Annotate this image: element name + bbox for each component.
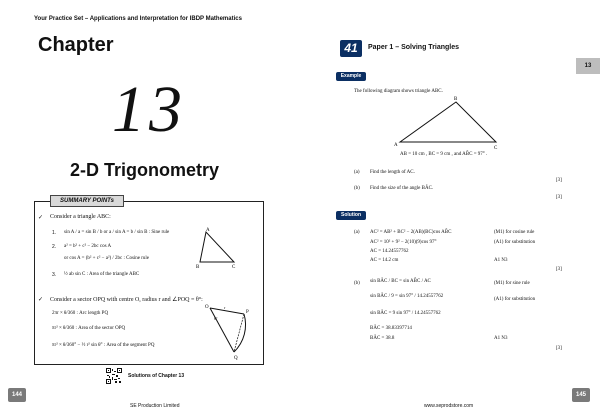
sector-area-rule: πr² × θ/360 : Area of the sector OPQ <box>52 326 126 331</box>
chapter-side-tab: 13 <box>576 58 600 74</box>
solution-line: AC = 14.2 cm <box>370 258 399 263</box>
solution-line: AC = 14.24557762 <box>370 249 409 254</box>
solution-line: sin BÂC / 9 = sin 97° / 14.24557762 <box>370 294 444 299</box>
triangle-diagram <box>188 226 244 270</box>
check-icon: ✓ <box>38 215 44 221</box>
given-values: AB = 10 cm , BC = 9 cm , and AB̂C = 97° . <box>400 152 488 157</box>
sector-label: r <box>224 305 226 310</box>
mark-note: (A1) for substitution <box>494 297 536 302</box>
page-number-right: 145 <box>572 388 590 402</box>
sector-diagram <box>200 300 254 360</box>
qr-code[interactable] <box>106 368 122 384</box>
section-title: Paper 1 – Solving Triangles <box>368 44 460 51</box>
footer-right: www.seprodstore.com <box>424 403 474 409</box>
solution-part-label: (a) <box>354 230 360 235</box>
summary-item-number: 3. <box>52 272 57 278</box>
footer-left: SE Production Limited <box>130 403 180 409</box>
question-part-text: Find the length of AC. <box>370 170 415 175</box>
solution-part-label: (b) <box>354 281 360 286</box>
qr-label: Solutions of Chapter 13 <box>128 373 185 379</box>
chapter-label: Chapter <box>38 34 114 56</box>
vertex-label: B <box>454 97 458 102</box>
vertex-label: C <box>494 146 498 150</box>
solution-line: BÂC = 38.83397714 <box>370 326 412 331</box>
mark-note: (M1) for cosine rule <box>494 230 535 235</box>
vertex-label: A <box>206 228 210 233</box>
question-part-label: (b) <box>354 186 360 191</box>
vertex-label: B <box>196 265 200 270</box>
sector-label: P <box>246 310 249 315</box>
cosine-rule-formula: a² = b² + c² − 2bc cos A <box>64 244 112 249</box>
solution-line: sin BÂC = 9 sin 97° / 14.24557762 <box>370 311 441 316</box>
example-intro: The following diagram shows triangle ABC. <box>354 89 443 94</box>
sector-label: θ° <box>214 316 218 321</box>
solution-tag: Solution <box>336 211 366 220</box>
sector-label: O <box>205 305 209 310</box>
section-number: 41 <box>340 40 362 57</box>
summary-item-number: 1. <box>52 230 57 236</box>
question-part-label: (a) <box>354 170 360 175</box>
summary-intro-triangle: Consider a triangle ABC: <box>50 214 111 220</box>
example-triangle-diagram <box>390 94 500 150</box>
cosine-rule: or cos A = (b² + c² − a²) / 2bc : Cosine rule <box>64 256 150 261</box>
arc-length-rule: 2πr × θ/360 : Arc length PQ <box>52 311 109 316</box>
sine-rule: sin A / a = sin B / b or a / sin A = b / sin B : Sine rule <box>64 230 170 235</box>
question-marks: [3] <box>556 195 562 200</box>
vertex-label: C <box>232 265 236 270</box>
vertex-label: A <box>394 143 398 148</box>
sector-label: Q <box>234 356 238 360</box>
segment-area-rule: πr² × θ/360° − ½ r² sin θ° : Area of the segment PQ <box>52 343 155 348</box>
question-marks: [3] <box>556 178 562 183</box>
chapter-number: 13 <box>112 73 186 146</box>
summary-item-number: 2. <box>52 244 57 250</box>
summary-intro-sector: Consider a sector OPQ with centre O, radius r and ∠POQ = θ°: <box>50 297 203 303</box>
topic-title: 2-D Trigonometry <box>70 160 220 180</box>
mark-note: A1 N3 <box>494 336 508 341</box>
solution-marks: [3] <box>556 346 562 351</box>
solution-line: AC² = 10² + 9² − 2(10)(9)cos 97° <box>370 240 437 245</box>
check-icon: ✓ <box>38 297 44 303</box>
mark-note: (M1) for sine rule <box>494 281 530 286</box>
solution-line: BÂC = 38.8 <box>370 336 395 341</box>
solution-line: AC² = AB² + BC² − 2(AB)(BC)cos AB̂C <box>370 230 452 235</box>
page-number-left: 144 <box>8 388 26 402</box>
mark-note: A1 N3 <box>494 258 508 263</box>
solution-marks: [3] <box>556 267 562 272</box>
running-header: Your Practice Set – Applications and Interpretation for IBDP Mathematics <box>34 16 242 22</box>
example-tag: Example <box>336 72 366 81</box>
mark-note: (A1) for substitution <box>494 240 536 245</box>
triangle-area-rule: ½ ab sin C : Area of the triangle ABC <box>64 272 140 277</box>
question-part-text: Find the size of the angle BÂC. <box>370 186 434 191</box>
summary-tab: SUMMARY POINTs <box>50 195 124 207</box>
solution-line: sin BÂC / BC = sin AB̂C / AC <box>370 279 431 284</box>
